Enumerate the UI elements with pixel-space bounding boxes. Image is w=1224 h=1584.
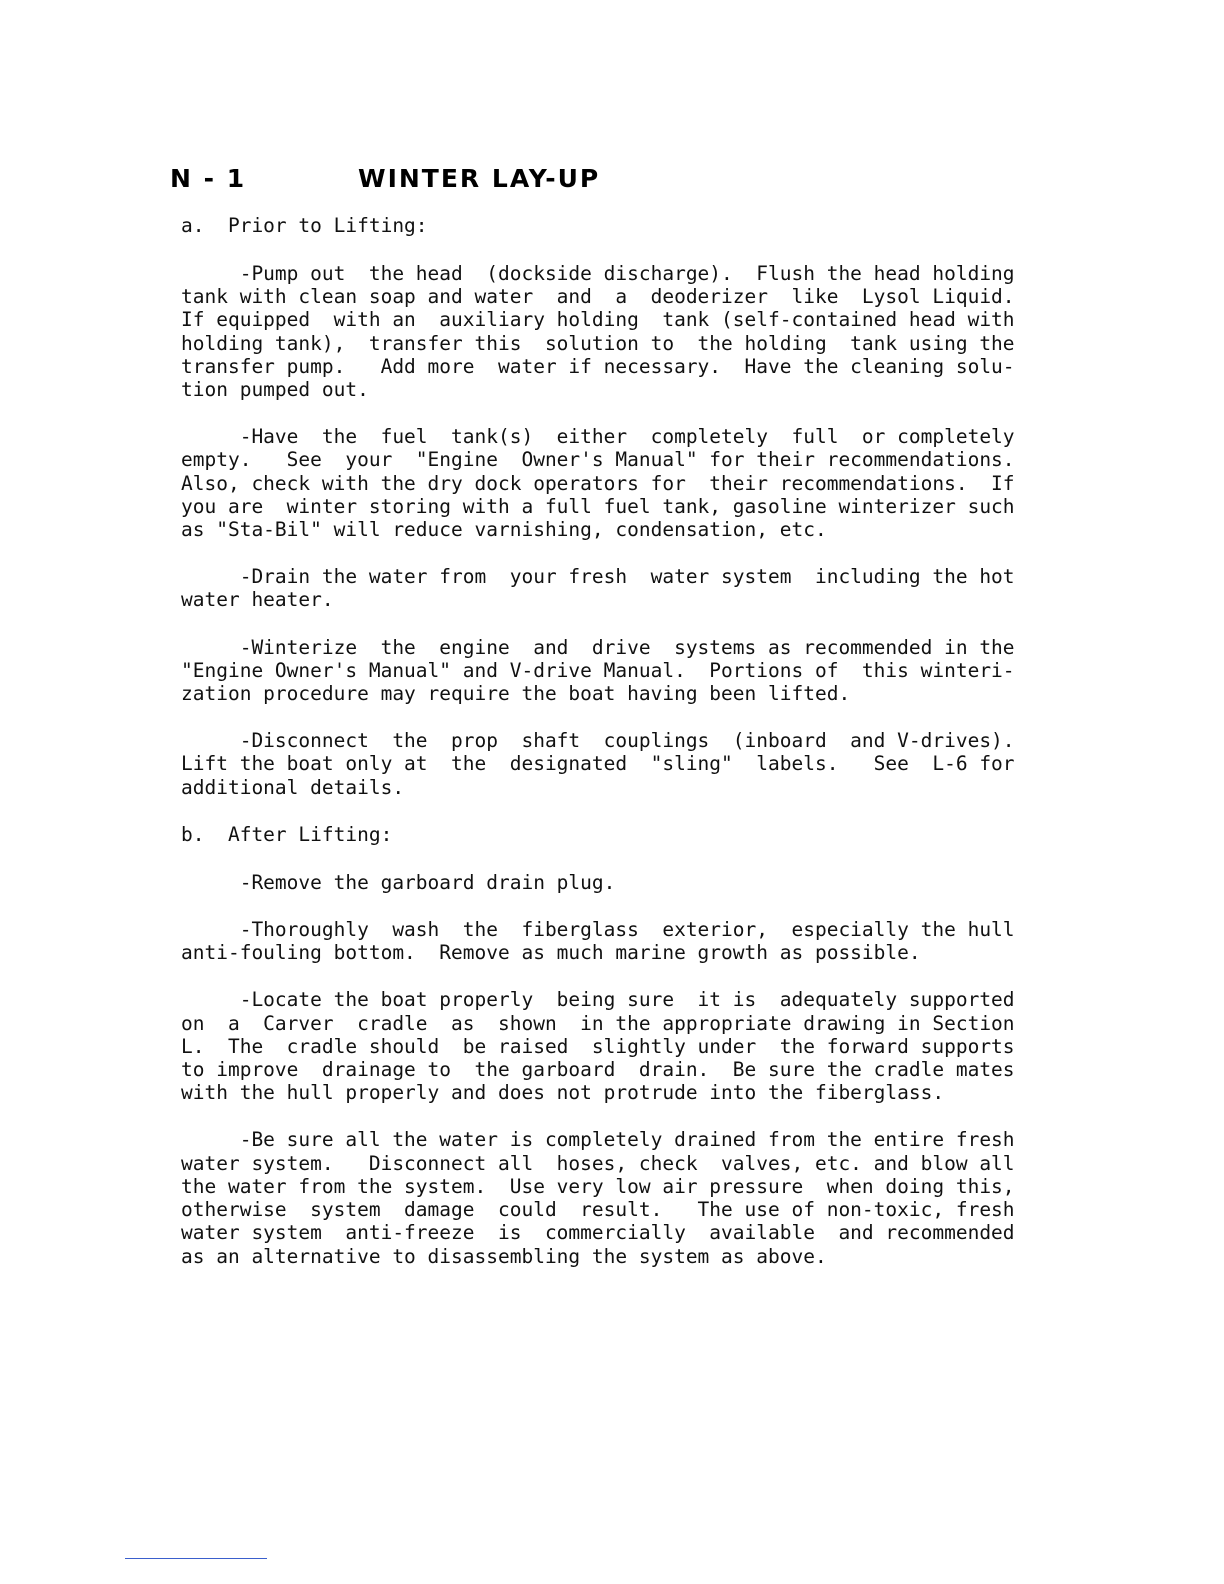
page-body: [181, 214, 1041, 1268]
section-prior-to-lifting: [181, 214, 1041, 799]
footnote-rule: [125, 1558, 267, 1559]
section-heading: [170, 164, 600, 193]
section-after-lifting: [181, 823, 1041, 1268]
paragraph-pump-out: -Pump out the head (dockside discharge). Flush the head holding tank with clean soap and water and a deoderizer like Lysol Liquid. If equipped with an auxiliary holding tank (self-contained head with holding tank), transfer this solution to the holding tank using the transfer pump. Add more water if necessary. Have the cleaning solu- tion pumped out.: [181, 262, 1015, 402]
section-number: N - 1: [170, 164, 247, 193]
paragraph-drain-fresh-water: -Be sure all the water is completely drained from the entire fresh water system. Disconnect all hoses, check valves, etc. and blow all the water from the system. Use very low air pressure when doing this, otherwise system damage could result. The use of non-toxic, fresh water system anti-freeze is commercially available and recommended as an alternative to disassembling the system as above.: [181, 1128, 1015, 1268]
paragraph-fuel-tanks: -Have the fuel tank(s) either completely full or completely empty. See your "Engine Owner's Manual" for their recommendations. Also, check with the dry dock operators for their recommendations. If you are winter storing with a full fuel tank, gasoline winterizer such as "Sta-Bil" will reduce varnishing, condensation, etc.: [181, 425, 1015, 542]
section-title: WINTER LAY-UP: [358, 164, 601, 193]
paragraph-wash-exterior: -Thoroughly wash the fiberglass exterior, especially the hull anti-fouling bottom. Remove as much marine growth as possible.: [181, 918, 1015, 965]
section-label: a. Prior to Lifting:: [181, 214, 428, 237]
paragraph-winterize-engine: -Winterize the engine and drive systems as recommended in the "Engine Owner's Manual" and V-drive Manual. Portions of this winteri- zation procedure may require the boat having been lifted.: [181, 635, 1015, 706]
paragraph-drain-water: -Drain the water from your fresh water system including the hot water heater.: [181, 565, 1015, 612]
paragraph-remove-drain-plug: -Remove the garboard drain plug.: [181, 870, 616, 894]
paragraph-disconnect-couplings: -Disconnect the prop shaft couplings (inboard and V-drives). Lift the boat only at the designated "sling" labels. See L-6 for additional details.: [181, 729, 1015, 799]
paragraph-locate-boat: -Locate the boat properly being sure it is adequately supported on a Carver cradle as shown in the appropriate drawing in Section L. The cradle should be raised slightly under the forward supports to improve drainage to the garboard drain. Be sure the cradle mates with the hull properly and does not protrude into the fiberglass.: [181, 988, 1015, 1105]
section-label: b. After Lifting:: [181, 822, 393, 846]
